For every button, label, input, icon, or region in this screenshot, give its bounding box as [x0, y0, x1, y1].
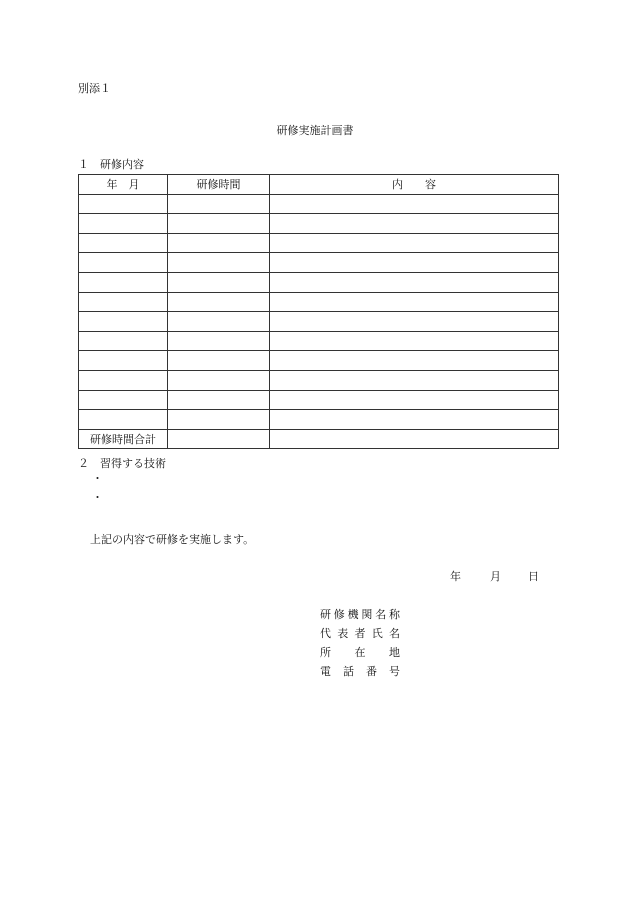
year-month-cell: [79, 233, 168, 253]
content-cell: [270, 351, 559, 371]
representative-label: 代 表 者 氏 名: [320, 627, 400, 640]
table-row: [79, 194, 559, 214]
table-row: [79, 292, 559, 312]
table-row: [79, 390, 559, 410]
total-hours-cell: [168, 429, 270, 449]
date-month-label: 月: [490, 570, 501, 583]
skill-bullet-1: ・: [92, 472, 103, 485]
training-hours-cell: [168, 370, 270, 390]
training-hours-cell: [168, 194, 270, 214]
column-header-content: 内 容: [270, 175, 559, 195]
table-row: [79, 214, 559, 234]
year-month-cell: [79, 253, 168, 273]
column-header-year-month: 年 月: [79, 175, 168, 195]
table-row: [79, 233, 559, 253]
year-month-cell: [79, 331, 168, 351]
table-row: [79, 410, 559, 430]
content-cell: [270, 194, 559, 214]
training-content-table: [78, 174, 559, 449]
date-day-label: 日: [528, 570, 539, 583]
content-cell: [270, 233, 559, 253]
training-hours-cell: [168, 410, 270, 430]
year-month-cell: [79, 292, 168, 312]
table-row: [79, 272, 559, 292]
total-row: [79, 429, 559, 449]
attachment-label: 別添１: [78, 82, 111, 95]
training-hours-cell: [168, 390, 270, 410]
training-hours-cell: [168, 272, 270, 292]
content-cell: [270, 253, 559, 273]
statement-text: 上記の内容で研修を実施します。: [90, 533, 255, 546]
table-row: [79, 370, 559, 390]
year-month-cell: [79, 194, 168, 214]
content-cell: [270, 410, 559, 430]
date-year-label: 年: [450, 570, 461, 583]
section-1-heading: １ 研修内容: [78, 158, 144, 171]
table-row: [79, 351, 559, 371]
section-2-heading: ２ 習得する技術: [78, 457, 166, 470]
content-cell: [270, 214, 559, 234]
table-body: [79, 194, 559, 429]
training-hours-cell: [168, 233, 270, 253]
address-label: 所 在 地: [320, 646, 400, 659]
column-header-training-hours: 研修時間: [168, 175, 270, 195]
content-cell: [270, 292, 559, 312]
training-hours-cell: [168, 253, 270, 273]
org-name-label: 研 修 機 関 名 称: [320, 608, 400, 621]
content-cell: [270, 312, 559, 332]
training-hours-cell: [168, 331, 270, 351]
table-header-row: [79, 175, 559, 195]
total-content-cell: [270, 429, 559, 449]
training-hours-cell: [168, 351, 270, 371]
year-month-cell: [79, 312, 168, 332]
document-title: 研修実施計画書: [276, 124, 354, 137]
year-month-cell: [79, 370, 168, 390]
year-month-cell: [79, 272, 168, 292]
training-hours-cell: [168, 312, 270, 332]
year-month-cell: [79, 390, 168, 410]
training-hours-cell: [168, 292, 270, 312]
content-cell: [270, 390, 559, 410]
year-month-cell: [79, 410, 168, 430]
table-row: [79, 331, 559, 351]
training-hours-cell: [168, 214, 270, 234]
skill-bullet-2: ・: [92, 491, 103, 504]
year-month-cell: [79, 351, 168, 371]
content-cell: [270, 272, 559, 292]
year-month-cell: [79, 214, 168, 234]
phone-label: 電 話 番 号: [320, 665, 400, 678]
table-row: [79, 312, 559, 332]
content-cell: [270, 331, 559, 351]
table-row: [79, 253, 559, 273]
total-label: 研修時間合計: [79, 429, 168, 449]
content-cell: [270, 370, 559, 390]
